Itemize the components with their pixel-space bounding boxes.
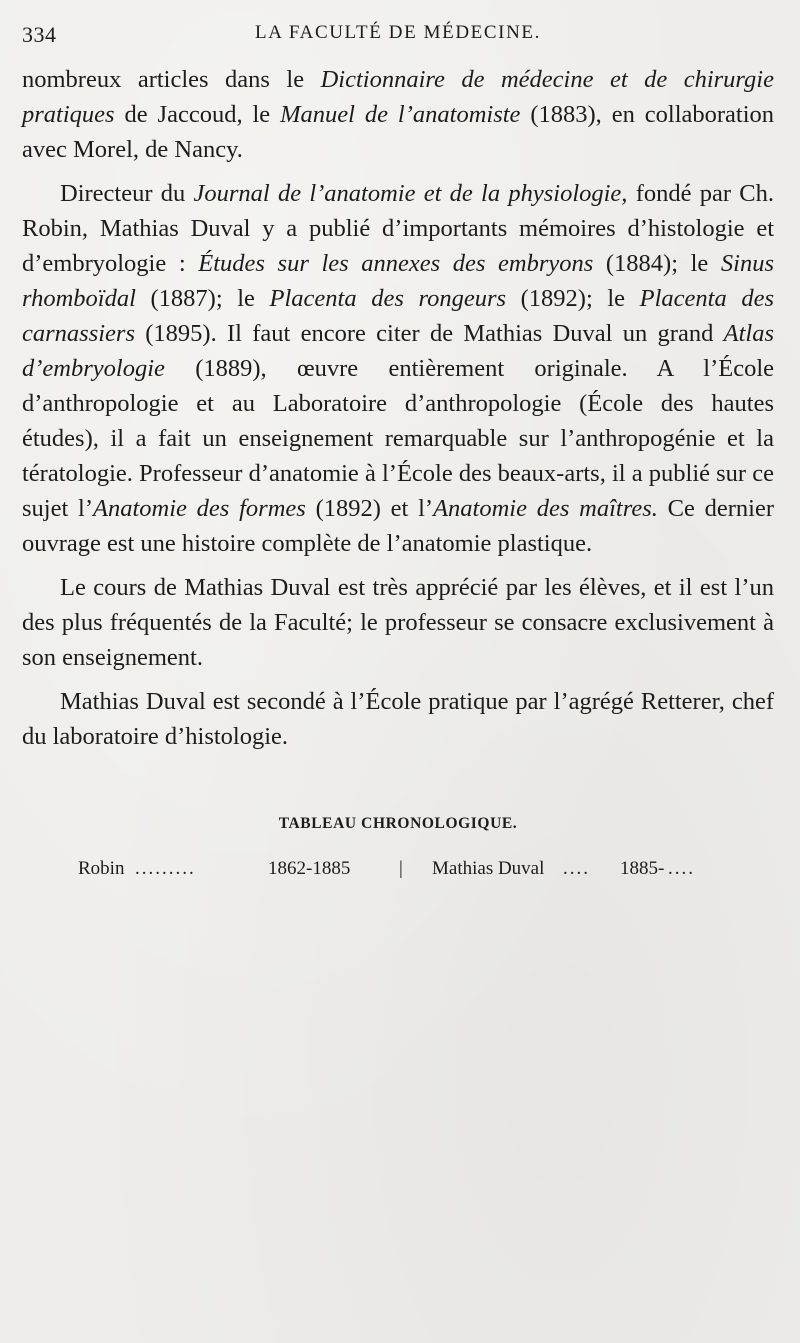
chronology-years: 1862-1885: [268, 858, 351, 879]
chronology-trailing-dots: ....: [668, 858, 695, 879]
paragraph-2-text: (1892); le: [506, 285, 640, 312]
paragraph-2-text: (1892) et l’: [305, 495, 434, 522]
work-title: Journal de l’anatomie et de la physiologie,: [193, 180, 628, 207]
chronology-separator: |: [399, 858, 403, 879]
work-title: Anatomie des maîtres.: [433, 495, 658, 522]
work-title: Anatomie des formes: [93, 495, 306, 522]
work-title: Sinus rhomboïdal: [22, 250, 774, 312]
paragraph-2: [22, 176, 774, 561]
paragraph-2-text: (1887); le: [135, 285, 270, 312]
chronology-years: 1885-: [620, 858, 665, 879]
paragraph-1: [22, 62, 774, 167]
paragraph-2-text: Directeur du: [60, 180, 194, 207]
body-text: [22, 62, 774, 754]
paragraph-3: Le cours de Mathias Duval est très apprécié par les élèves, et il est l’un des plus fréquentés de la Faculté; le professeur se consacre exclusivement à son enseignement.: [22, 574, 774, 671]
work-title: Placenta des rongeurs: [269, 285, 507, 312]
page-number: 334: [22, 22, 57, 47]
work-title: Manuel de l’anatomiste: [280, 101, 521, 128]
chronology-name: Mathias Duval: [432, 858, 545, 879]
paragraph-1-text: de Jaccoud, le: [114, 101, 281, 128]
paragraph-2-text: (1895). Il faut encore citer de Mathias Duval un grand: [134, 320, 724, 347]
paragraph-2-text: (1889), œuvre entièrement originale. A l’École d’anthropologie et au Laboratoire d’anthropologie (École des hautes études), il a fait un enseignement remarquable sur l’anthropogénie et la tératologie. Professeur d’anatomie à l’École des beaux-arts, il a publié sur ce sujet l’: [22, 355, 774, 522]
work-title: Placenta des carnassiers: [22, 285, 774, 347]
paragraph-4: Mathias Duval est secondé à l’École pratique par l’agrégé Retterer, chef du laboratoire d’histologie.: [22, 688, 774, 750]
chronology-name: Robin: [78, 858, 125, 879]
work-title: Atlas d’embryologie: [22, 320, 774, 382]
paragraph-2-text: fondé par Ch. Robin, Mathias Duval y a publié d’importants mémoires d’histologie et d’embryologie :: [22, 180, 774, 277]
paragraph-2-text: Ce dernier ouvrage est une histoire complète de l’anatomie plastique.: [22, 495, 774, 557]
chronology-leader-dots: .........: [135, 858, 196, 879]
chronology-leader-dots: ....: [563, 858, 590, 879]
paragraph-1-text: (1883), en collaboration avec Morel, de Nancy.: [22, 101, 775, 163]
running-head: [22, 22, 774, 52]
paragraph-2-text: (1884); le: [593, 250, 721, 277]
paragraph-1-text: nombreux articles dans le: [22, 66, 321, 93]
table-title: TABLEAU CHRONOLOGIQUE.: [278, 815, 518, 832]
work-title: Dictionnaire de médecine et de chirurgie pratiques: [22, 66, 774, 128]
header-title: LA FACULTÉ DE MÉDECINE.: [255, 22, 541, 43]
work-title: Études sur les annexes des embryons: [198, 250, 594, 277]
